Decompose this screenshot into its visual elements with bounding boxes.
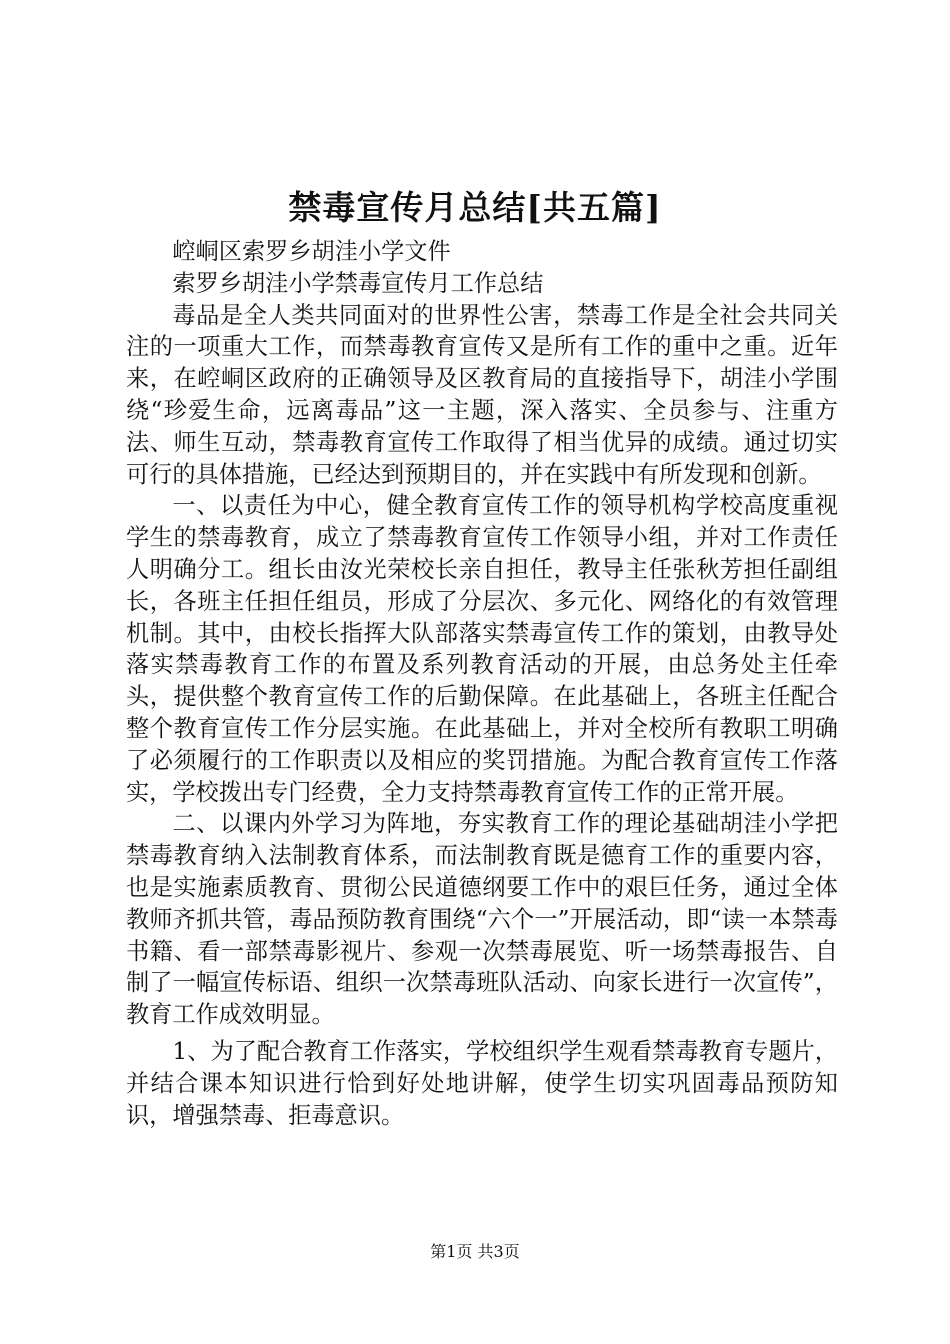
- paragraph-intro: 毒品是全人类共同面对的世界性公害，禁毒工作是全社会共同关注的一项重大工作，而禁毒教育宣传又是所有工作的重中之重。近年来，在崆峒区政府的正确领导及区教育局的直接指导下，胡洼小学围绕“珍爱生命，远离毒品”这一主题，深入落实、全员参与、注重方法、师生互动，禁毒教育宣传工作取得了相当优异的成绩。通过切实可行的具体措施，已经达到预期目的，并在实践中有所发现和创新。: [126, 301, 838, 488]
- paragraph-section-1: 一、以责任为中心，健全教育宣传工作的领导机构学校高度重视学生的禁毒教育，成立了禁毒教育宣传工作领导小组，并对工作责任人明确分工。组长由汝光荣校长亲自担任，教导主任张秋芳担任副组长，各班主任担任组员，形成了分层次、多元化、网络化的有效管理机制。其中，由校长指挥大队部落实禁毒宣传工作的策划，由教导处落实禁毒教育工作的布置及系列教育活动的开展，由总务处主任牵头，提供整个教育宣传工作的后勤保障。在此基础上，各班主任配合整个教育宣传工作分层实施。在此基础上，并对全校所有教职工明确了必须履行的工作职责以及相应的奖罚措施。为配合教育宣传工作落实，学校拨出专门经费，全力支持禁毒教育宣传工作的正常开展。: [126, 492, 838, 806]
- paragraph-item-1: 1、为了配合教育工作落实，学校组织学生观看禁毒教育专题片，并结合课本知识进行恰到好处地讲解，使学生切实巩固毒品预防知识，增强禁毒、拒毒意识。: [126, 1037, 838, 1129]
- paragraph-section-2: 二、以课内外学习为阵地，夯实教育工作的理论基础胡洼小学把禁毒教育纳入法制教育体系，而法制教育既是德育工作的重要内容，也是实施素质教育、贯彻公民道德纲要工作中的艰巨任务，通过全体教师齐抓共管，毒品预防教育围绕“六个一”开展活动，即“读一本禁毒书籍、看一部禁毒影视片、参观一次禁毒展览、听一场禁毒报告、自制了一幅宣传标语、组织一次禁毒班队活动、向家长进行一次宣传”，教育工作成效明显。: [126, 810, 838, 1029]
- document-title: 禁毒宣传月总结[共五篇]: [288, 188, 662, 227]
- page-footer: 第1页 共3页: [430, 1242, 520, 1261]
- document-body: [126, 236, 838, 1131]
- paragraph-issuer: 崆峒区索罗乡胡洼小学文件: [172, 238, 451, 265]
- paragraph-subtitle: 索罗乡胡洼小学禁毒宣传月工作总结: [172, 269, 544, 297]
